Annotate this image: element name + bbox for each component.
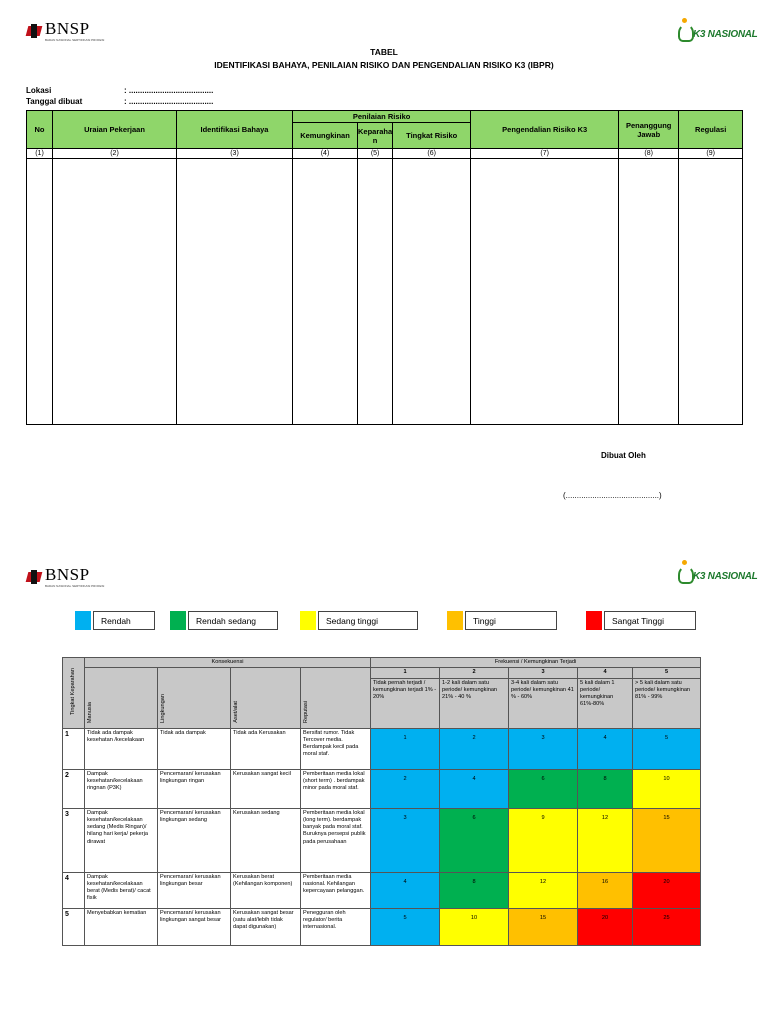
risk-score-cell: 10: [440, 908, 509, 945]
bnsp-logo: BNSP BADAN NASIONAL SERTIFIKASI PROFESI: [27, 20, 104, 42]
legend-swatch: [300, 611, 316, 630]
consequence-lingkungan: Pencemaran/ kerusakan lingkungan sedang: [158, 808, 231, 872]
legend-swatch: [170, 611, 186, 630]
legend-label: Rendah: [93, 611, 155, 630]
consequence-aset: Kerusakan berat (Kehilangan komponen): [231, 872, 301, 908]
consequence-reputasi: Bersifat rumor. Tidak Tercover media. Berdampak kecil pada moral staf.: [301, 728, 371, 769]
bnsp-logo-2: BNSP BADAN NASIONAL SERTIFIKASI PROFESI: [27, 566, 104, 588]
risk-score-cell: 1: [371, 728, 440, 769]
risk-score-cell: 4: [371, 872, 440, 908]
risk-score-cell: 6: [440, 808, 509, 872]
tanggal-field[interactable]: : ......................................: [124, 97, 214, 106]
col-kemungkinan: Kemungkinan: [293, 123, 358, 149]
col-number: (6): [393, 149, 471, 159]
cell-kemungkinan[interactable]: [293, 159, 358, 425]
severity-level: 5: [63, 908, 85, 945]
col-number: (7): [471, 149, 619, 159]
matrix-row: [63, 769, 701, 808]
col-penilaian: Penilaian Risiko: [293, 111, 471, 123]
risk-score-cell: 9: [509, 808, 578, 872]
risk-score-cell: 6: [509, 769, 578, 808]
freq-level: 4: [578, 668, 633, 678]
risk-matrix: [62, 657, 701, 946]
col-no: No: [27, 111, 53, 149]
risk-score-cell: 10: [633, 769, 701, 808]
matrix-row: [63, 808, 701, 872]
bnsp-emblem-icon: [27, 24, 41, 38]
severity-level: 3: [63, 808, 85, 872]
legend-swatch: [586, 611, 602, 630]
lokasi-field[interactable]: : ......................................: [124, 86, 214, 95]
sub-header-aset: Aset/alat: [231, 668, 301, 728]
col-pengendalian: Pengendalian Risiko K3: [471, 111, 619, 149]
k3-figure-icon: [677, 18, 691, 40]
cell-uraian[interactable]: [53, 159, 177, 425]
legend-label: Sangat Tinggi: [604, 611, 696, 630]
matrix-row: [63, 908, 701, 945]
severity-level: 2: [63, 769, 85, 808]
bnsp-emblem-icon: [27, 570, 41, 584]
risk-score-cell: 2: [440, 728, 509, 769]
ibpr-table: [26, 110, 743, 425]
severity-level: 4: [63, 872, 85, 908]
freq-desc: > 5 kali dalam satu periode/ kemungkinan 81% - 99%: [633, 678, 701, 728]
col-number: (5): [358, 149, 393, 159]
risk-score-cell: 5: [371, 908, 440, 945]
consequence-aset: Tidak ada Kerusakan: [231, 728, 301, 769]
dibuat-oleh-label: Dibuat Oleh: [601, 451, 646, 460]
consequence-manusia: Dampak kesehatan/kecelakaan berat (Medis berat)/ cacat fisik: [85, 872, 158, 908]
risk-score-cell: 16: [578, 872, 633, 908]
risk-score-cell: 4: [440, 769, 509, 808]
legend-swatch: [75, 611, 91, 630]
col-number: (8): [619, 149, 679, 159]
freq-level: 5: [633, 668, 701, 678]
cell-regulasi[interactable]: [679, 159, 743, 425]
consequence-reputasi: Pemberitaan media lokal (long term). berdampak banyak pada moral staf. Buruknya persepsi publik pada perusahaan: [301, 808, 371, 872]
sub-header-reputasi: Reputasi: [301, 668, 371, 728]
k3-figure-icon: [677, 560, 691, 582]
legend-label: Tinggi: [465, 611, 557, 630]
col-identifikasi: Identifikasi Bahaya: [177, 111, 293, 149]
legend-swatch: [447, 611, 463, 630]
consequence-reputasi: Pemberitaan media nasional. Kehilangan kepercayaan pelanggan.: [301, 872, 371, 908]
risk-score-cell: 15: [509, 908, 578, 945]
risk-score-cell: 3: [509, 728, 578, 769]
tanggal-label: Tanggal dibuat: [26, 97, 83, 106]
matrix-row: [63, 872, 701, 908]
consequence-aset: Kerusakan sedang: [231, 808, 301, 872]
consequence-lingkungan: Pencemaran/ kerusakan lingkungan besar: [158, 872, 231, 908]
konsekuensi-header: Konsekuensi: [85, 658, 371, 668]
col-number: (1): [27, 149, 53, 159]
doc-title-line2: IDENTIFIKASI BAHAYA, PENILAIAN RISIKO DAN PENGENDALIAN RISIKO K3 (IBPR): [214, 60, 554, 70]
signature-line[interactable]: (..........................................): [563, 491, 662, 500]
cell-tingkat[interactable]: [393, 159, 471, 425]
risk-score-cell: 4: [578, 728, 633, 769]
risk-score-cell: 20: [633, 872, 701, 908]
freq-level: 1: [371, 668, 440, 678]
tingkat-keparahan-header: Tingkat Keparahan: [63, 658, 85, 729]
sub-header-manusia: Manusia: [85, 668, 158, 728]
col-regulasi: Regulasi: [679, 111, 743, 149]
cell-pengendalian[interactable]: [471, 159, 619, 425]
risk-score-cell: 2: [371, 769, 440, 808]
k3-nasional-logo-2: K3 NASIONAL: [677, 560, 757, 582]
freq-desc: 5 kali dalam 1 periode/ kemungkinan 61%-80%: [578, 678, 633, 728]
lokasi-label: Lokasi: [26, 86, 52, 95]
risk-score-cell: 8: [578, 769, 633, 808]
legend-label: Sedang tinggi: [318, 611, 418, 630]
col-tingkat: Tingkat Risiko: [393, 123, 471, 149]
frekuensi-header: Frekuensi / Kemungkinan Terjadi: [371, 658, 701, 668]
freq-level: 2: [440, 668, 509, 678]
risk-score-cell: 12: [509, 872, 578, 908]
risk-score-cell: 15: [633, 808, 701, 872]
risk-score-cell: 8: [440, 872, 509, 908]
freq-desc: Tidak pernah terjadi / kemungkinan terjadi 1% - 20%: [371, 678, 440, 728]
consequence-aset: Kerusakan sangat besar (satu alat/lebih tidak dapat digunakan): [231, 908, 301, 945]
consequence-manusia: Menyebabkan kematian: [85, 908, 158, 945]
consequence-manusia: Dampak kesehatan/kecelakaan sedang (Medis Ringan)/ hilang hari kerja/ pekerja dirawat: [85, 808, 158, 872]
matrix-row: [63, 728, 701, 769]
col-number: (4): [293, 149, 358, 159]
doc-title-line1: TABEL: [370, 47, 398, 57]
consequence-lingkungan: Pencemaran/ kerusakan lingkungan ringan: [158, 769, 231, 808]
consequence-manusia: Dampak kesehatan/kecelakaan ringnan (P3K): [85, 769, 158, 808]
cell-identifikasi[interactable]: [177, 159, 293, 425]
cell-keparahan[interactable]: [358, 159, 393, 425]
consequence-lingkungan: Tidak ada dampak: [158, 728, 231, 769]
severity-level: 1: [63, 728, 85, 769]
risk-score-cell: 5: [633, 728, 701, 769]
cell-penanggung[interactable]: [619, 159, 679, 425]
risk-score-cell: 3: [371, 808, 440, 872]
k3-nasional-logo: K3 NASIONAL: [677, 18, 757, 40]
table-row: [27, 159, 743, 425]
consequence-aset: Kerusakan sangat kecil: [231, 769, 301, 808]
col-uraian: Uraian Pekerjaan: [53, 111, 177, 149]
freq-desc: 3-4 kali dalam satu periode/ kemungkinan 41 % - 60%: [509, 678, 578, 728]
col-number: (3): [177, 149, 293, 159]
col-keparahan: Keparaha n: [358, 123, 393, 149]
risk-score-cell: 12: [578, 808, 633, 872]
consequence-lingkungan: Pencemaran/ kerusakan lingkungan sangat besar: [158, 908, 231, 945]
sub-header-lingkungan: Lingkungan: [158, 668, 231, 728]
cell-no[interactable]: [27, 159, 53, 425]
risk-score-cell: 25: [633, 908, 701, 945]
consequence-reputasi: Pemberitaan media lokal (short term) . berdampak minor pada moral staf.: [301, 769, 371, 808]
col-number: (2): [53, 149, 177, 159]
legend-label: Rendah sedang: [188, 611, 278, 630]
col-penanggung: Penanggung Jawab: [619, 111, 679, 149]
col-number: (9): [679, 149, 743, 159]
freq-level: 3: [509, 668, 578, 678]
consequence-reputasi: Penegguran oleh regulator/ berita internasional.: [301, 908, 371, 945]
consequence-manusia: Tidak ada dampak kesehatan /kecelakaan: [85, 728, 158, 769]
risk-score-cell: 20: [578, 908, 633, 945]
freq-desc: 1-2 kali dalam satu periode/ kemungkinan 21% - 40 %: [440, 678, 509, 728]
